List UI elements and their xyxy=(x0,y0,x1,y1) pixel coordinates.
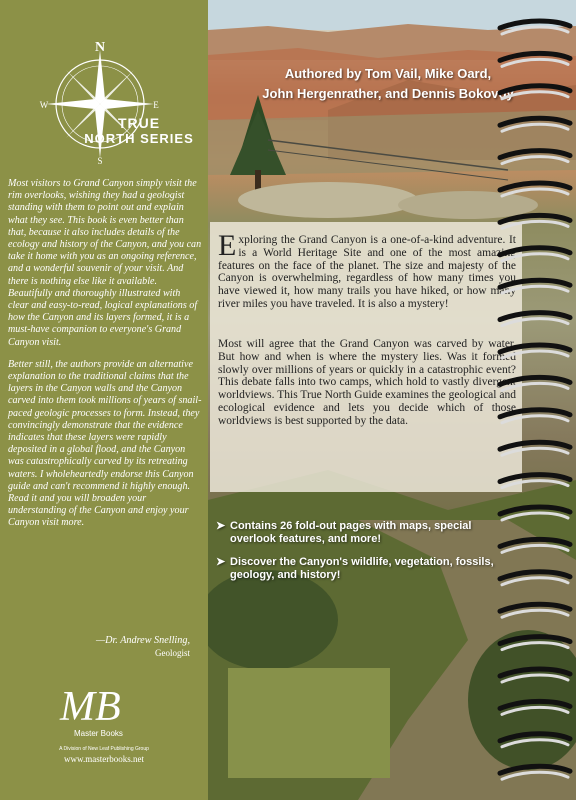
spiral-coil-highlight xyxy=(502,578,568,585)
endorser-name: —Dr. Andrew Snelling, xyxy=(96,635,190,646)
spiral-coil-highlight xyxy=(502,189,568,196)
endorser-title: Geologist xyxy=(155,648,190,658)
spiral-coil-highlight xyxy=(502,59,568,66)
spiral-coil-highlight xyxy=(502,383,568,390)
compass-letter-e: E xyxy=(153,100,159,110)
spiral-coil-highlight xyxy=(502,27,568,34)
spiral-coil-highlight xyxy=(502,481,568,488)
spiral-binding-icon xyxy=(496,12,576,792)
spiral-coil-highlight xyxy=(502,513,568,520)
publisher-division: A Division of New Leaf Publishing Group xyxy=(59,746,149,752)
compass-letter-s: S xyxy=(97,156,103,166)
feature-bullets xyxy=(216,520,496,592)
endorsement-paragraph-1: Most visitors to Grand Canyon simply visit the rim overlooks, wishing they had a geologist standing with them to point out and explain what they see. This book is even better than that, because it also includes details of the ecology and history of the Canyon, and you can take it home with you as an ongoing reference, and a wonderful souvenir of your visit. And there is nothing else like it available. Beautifully and thoroughly illustrated with clear and easy-to-read, logical explanations of how the Canyon and its layers formed, it is a must-have companion to everyone's Grand Canyon visit. xyxy=(8,178,202,348)
series-line1: TRUE xyxy=(117,115,161,131)
endorsement-panel xyxy=(0,0,208,800)
logo-letters: MB xyxy=(60,684,121,730)
feature-bullet xyxy=(216,556,496,582)
spiral-coil-highlight xyxy=(502,254,568,261)
spiral-coil-highlight xyxy=(502,545,568,552)
description-paragraph-1 xyxy=(218,229,516,311)
arrow-right-icon: ➤ xyxy=(216,556,226,568)
spiral-coil-highlight xyxy=(502,124,568,131)
spiral-coil-highlight xyxy=(502,157,568,164)
arrow-right-icon: ➤ xyxy=(216,520,226,532)
spiral-coil-highlight xyxy=(502,416,568,423)
series-line2: NORTH SERIES xyxy=(84,131,194,146)
publisher-url: www.masterbooks.net xyxy=(64,754,144,764)
feature-bullet-text: Contains 26 fold-out pages with maps, special overlook features, and more! xyxy=(230,520,472,545)
series-title xyxy=(84,116,194,146)
feature-bullet xyxy=(216,520,496,546)
spiral-coil-highlight xyxy=(502,448,568,455)
spiral-coil-highlight xyxy=(502,740,568,747)
description-paragraph-1-text: xploring the Grand Canyon is a one-of-a-kind adventure. It is a World Heritage Site and one of the most amazing features on the face of the planet. The size and majesty of the Canyon is overwhelming, regardless of how many times you have viewed it, how many trails you have hiked, or how many river miles you have traveled. It is also a mystery! xyxy=(218,234,516,310)
spiral-coil-highlight xyxy=(502,319,568,326)
spiral-coil-highlight xyxy=(502,92,568,99)
endorsement-text xyxy=(8,178,202,540)
spiral-coil-highlight xyxy=(502,351,568,358)
spiral-coil-highlight xyxy=(502,221,568,228)
master-books-logo xyxy=(54,680,144,740)
description-paragraph-2: Most will agree that the Grand Canyon was carved by water. But how and when is where the mystery lies. Was it formed slowly over millions of years or quickly in a catastrophic event? This debate falls into two camps, which hold to vastly divergent worldviews. This True North Guide examines the geological and ecological evidence and lets you decide which of those worldviews is best supported by the data. xyxy=(218,338,516,427)
spiral-coil-highlight xyxy=(502,707,568,714)
spiral-coil-highlight xyxy=(502,643,568,650)
authors-line1: Authored by Tom Vail, Mike Oard, xyxy=(284,66,492,81)
spiral-coil-highlight xyxy=(502,286,568,293)
spiral-coil-highlight xyxy=(502,610,568,617)
endorsement-paragraph-2: Better still, the authors provide an alternative explanation to the traditional claims that the layers in the Canyon walls and the Canyon carved into them took millions of years of snail-paced geologic processes to form. Instead, they convincingly demonstrate that the evidence indicates that these layers were rapidly deposited in a global flood, and the Canyon was catastrophically carved by its retreating waters. I wholeheartedly endorse this Canyon guide and can't recommend it highly enough. Read it and you will broaden your understanding of the Canyon and enjoy your Canyon visit more. xyxy=(8,358,202,529)
feature-bullet-text: Discover the Canyon's wildlife, vegetation, fossils, geology, and history! xyxy=(230,556,494,581)
compass-rose-icon xyxy=(38,42,162,166)
spiral-coil-highlight xyxy=(502,772,568,779)
logo-name: Master Books xyxy=(74,729,123,738)
spiral-coil-highlight xyxy=(502,675,568,682)
compass-letter-w: W xyxy=(39,100,49,110)
compass-letter-n: N xyxy=(94,42,106,55)
authors-line2: John Hergenrather, and Dennis Bokovoy xyxy=(262,86,514,101)
barcode-placeholder xyxy=(228,668,390,778)
drop-cap: E xyxy=(218,229,237,262)
